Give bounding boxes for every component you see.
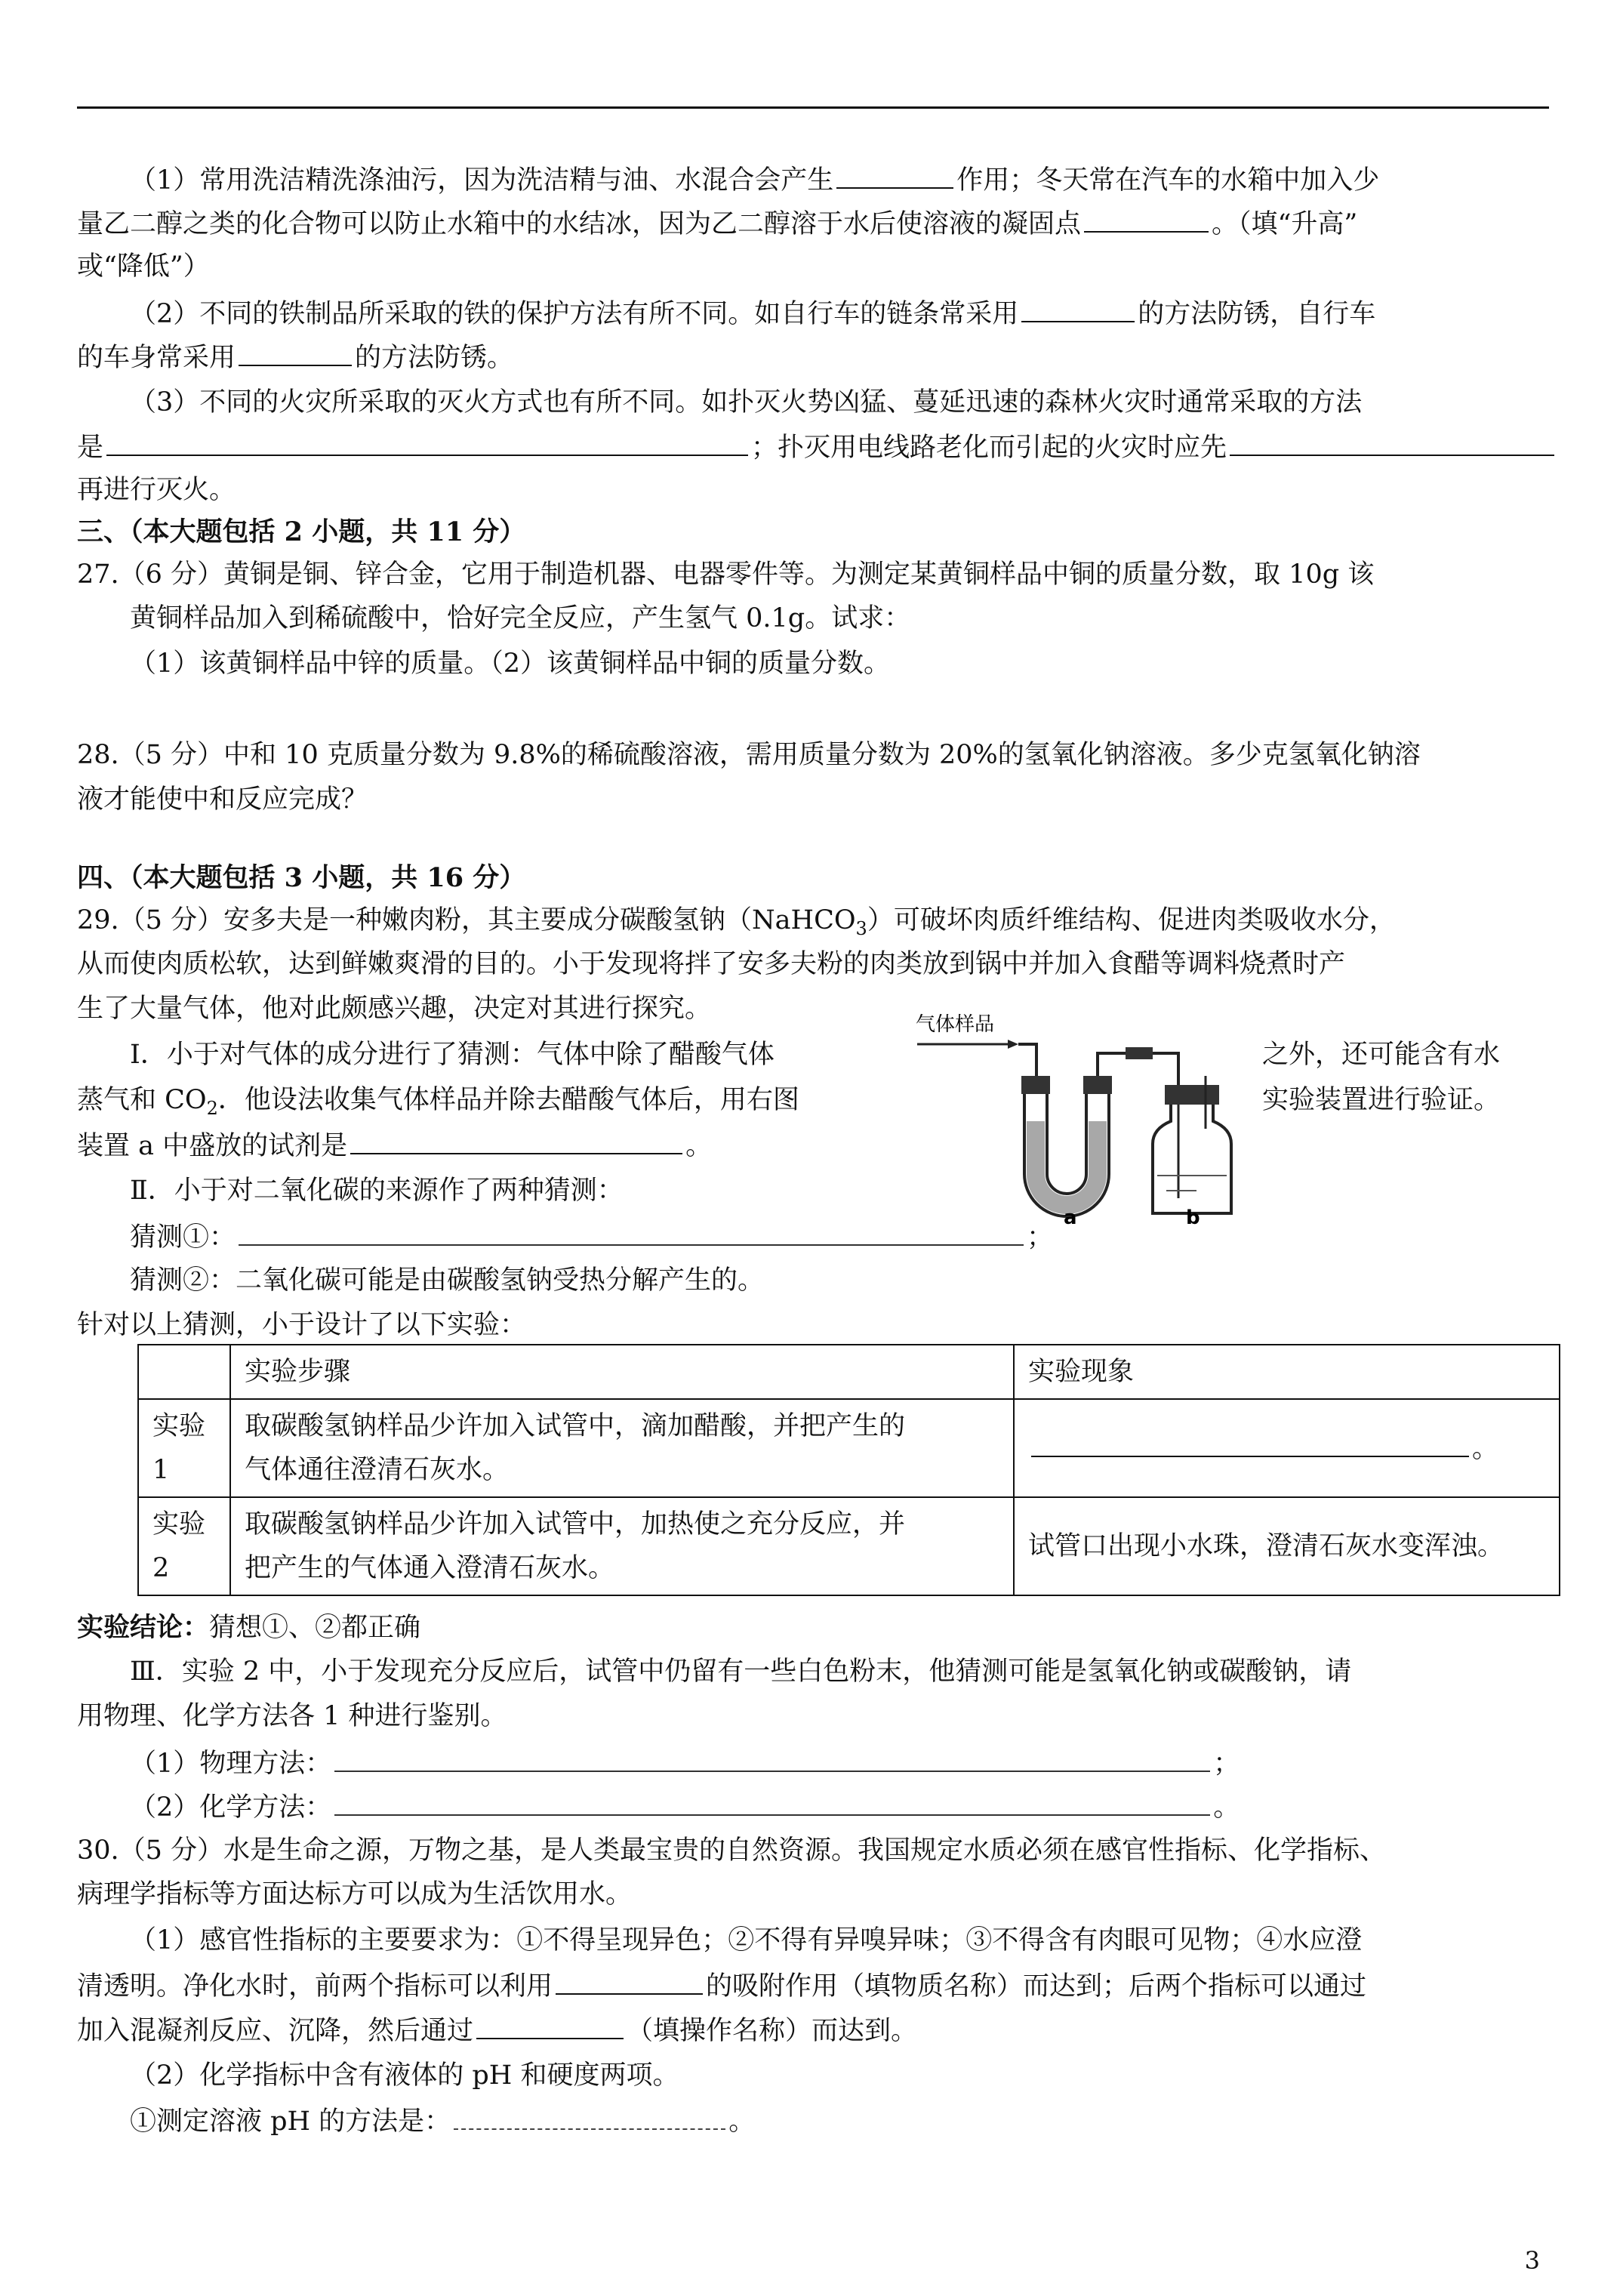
text: 把产生的气体通入澄清石灰水。 bbox=[245, 1553, 615, 1583]
table-row bbox=[138, 1399, 1560, 1497]
text: （填操作名称）而达到。 bbox=[627, 2016, 918, 2046]
q30-line1: 30.（5 分）水是生命之源，万物之基，是人类最宝贵的自然资源。我国规定水质必须在感官性指标、化学指标、 bbox=[77, 1835, 1387, 1866]
part-i-line1: Ⅰ．小于对气体的成分进行了猜测：气体中除了醋酸气体 bbox=[130, 1040, 775, 1070]
text: （2）不同的铁制品所采取的铁的保护方法有所不同。如自行车的链条常采用 bbox=[130, 299, 1019, 329]
text: 蒸气和 CO bbox=[77, 1085, 207, 1115]
text: ；扑灭用电线路老化而引起的火灾时应先 bbox=[751, 433, 1227, 463]
q30-line2: 病理学指标等方面达标方可以成为生活饮用水。 bbox=[77, 1879, 633, 1909]
subscript: 3 bbox=[855, 918, 867, 939]
table-row bbox=[138, 1497, 1560, 1595]
conclusion-text: 猜想①、②都正确 bbox=[209, 1613, 421, 1643]
q26-part1-line3: 或“降低”） bbox=[77, 251, 210, 282]
part-i-line2-right: 实验装置进行验证。 bbox=[1262, 1085, 1501, 1115]
section-3-heading: 三、（本大题包括 2 小题，共 11 分） bbox=[77, 516, 526, 547]
row-name-cell bbox=[138, 1497, 230, 1595]
text: 取碳酸氢钠样品少许加入试管中，滴加醋酸，并把产生的 bbox=[245, 1411, 906, 1441]
answer-blank[interactable] bbox=[350, 1123, 682, 1154]
text: 的车身常采用 bbox=[77, 343, 236, 373]
text: ．他设法收集气体样品并除去醋酸气体后，用右图 bbox=[217, 1085, 799, 1115]
answer-blank[interactable] bbox=[1084, 201, 1209, 233]
header-cell: 实验步骤 bbox=[230, 1345, 1014, 1399]
answer-blank[interactable] bbox=[239, 1214, 1024, 1246]
conclusion-label: 实验结论： bbox=[77, 1612, 210, 1643]
q27-line2: 黄铜样品加入到稀硫酸中，恰好完全反应，产生氢气 0.1g。试求： bbox=[130, 603, 911, 633]
text: 取碳酸氢钠样品少许加入试管中，加热使之充分反应，并 bbox=[245, 1509, 906, 1539]
text: ； bbox=[1027, 1222, 1054, 1253]
q30-part2-1-line bbox=[77, 2098, 1549, 2142]
q30-part1-line3 bbox=[77, 2008, 1549, 2051]
answer-blank[interactable] bbox=[239, 334, 352, 366]
text: 猜测①： bbox=[130, 1222, 236, 1253]
q26-part3-line1: （3）不同的火灾所采取的灭火方式也有所不同。如扑灭火势凶猛、蔓延迅速的森林火灾时通常采取的方法 bbox=[130, 387, 1363, 418]
part-i-line1-right: 之外，还可能含有水 bbox=[1262, 1040, 1501, 1070]
q26-part2-line2 bbox=[77, 334, 1549, 378]
text: 量乙二醇之类的化合物可以防止水箱中的水结冰，因为乙二醇溶于水后使溶液的凝固点 bbox=[77, 209, 1082, 239]
inlet-arrow bbox=[916, 1013, 1018, 1049]
q26-part1-line1 bbox=[77, 157, 1549, 201]
text: （2）化学方法： bbox=[130, 1792, 332, 1823]
text: 气体通往澄清石灰水。 bbox=[245, 1455, 510, 1485]
q27-line1: 27.（6 分）黄铜是铜、锌合金，它用于制造机器、电器零件等。为测定某黄铜样品中铜的质量分数，取 10g 该 bbox=[77, 559, 1375, 590]
q26-part3-line2 bbox=[77, 424, 1549, 468]
conclusion-line bbox=[77, 1606, 1549, 1650]
answer-blank[interactable] bbox=[334, 1784, 1210, 1816]
answer-blank[interactable] bbox=[106, 424, 748, 456]
apparatus-figure bbox=[910, 1000, 1257, 1227]
q29-line2: 从而使肉质松软，达到鲜嫩爽滑的目的。小于发现将拌了安多夫粉的肉类放到锅中并加入食醋等调料烧煮时产 bbox=[77, 949, 1346, 979]
text: 的方法防锈。 bbox=[355, 343, 514, 373]
text: ①测定溶液 pH 的方法是： bbox=[130, 2106, 451, 2137]
text: 2 bbox=[152, 1553, 170, 1583]
text: 清透明。净化水时，前两个指标可以利用 bbox=[77, 1971, 553, 2002]
text: 的方法防锈，自行车 bbox=[1138, 299, 1376, 329]
page-number: 3 bbox=[1524, 2246, 1540, 2275]
q26-part3-line3: 再进行灭火。 bbox=[77, 475, 236, 505]
text: 是 bbox=[77, 433, 104, 463]
design-line: 针对以上猜测，小于设计了以下实验： bbox=[77, 1310, 527, 1340]
text: ； bbox=[1213, 1749, 1240, 1779]
section-4-heading: 四、（本大题包括 3 小题，共 16 分） bbox=[77, 862, 526, 893]
text: （1）常用洗洁精洗涤油污，因为洗洁精与油、水混合会产生 bbox=[130, 165, 834, 196]
q30-part2-line: （2）化学指标中含有液体的 pH 和硬度两项。 bbox=[130, 2060, 679, 2091]
text: 的吸附作用（填物质名称）而达到；后两个指标可以通过 bbox=[706, 1971, 1367, 2002]
guess-1-line bbox=[77, 1214, 1549, 1258]
label-b: b bbox=[1186, 1207, 1200, 1227]
q28-line1: 28.（5 分）中和 10 克质量分数为 9.8%的稀硫酸溶液，需用质量分数为 20%的氢氧化钠溶液。多少克氢氧化钠溶 bbox=[77, 740, 1421, 770]
u-tube-a bbox=[1021, 1076, 1112, 1216]
subscript: 2 bbox=[206, 1098, 218, 1119]
header-cell: 实验现象 bbox=[1014, 1345, 1560, 1399]
q30-part1-line1: （1）感官性指标的主要要求为：①不得呈现异色；②不得有异嗅异味；③不得含有肉眼可见物；④水应澄 bbox=[130, 1925, 1363, 1955]
q29-line3: 生了大量气体，他对此颇感兴趣，决定对其进行探究。 bbox=[77, 994, 712, 1024]
phenomenon-cell: 试管口出现小水珠，澄清石灰水变浑浊。 bbox=[1014, 1497, 1560, 1595]
answer-blank[interactable] bbox=[454, 2098, 725, 2130]
answer-blank[interactable] bbox=[1031, 1425, 1469, 1457]
q30-part1-line2 bbox=[77, 1963, 1549, 2007]
q28-line2: 液才能使中和反应完成？ bbox=[77, 784, 368, 815]
label-a: a bbox=[1064, 1207, 1077, 1227]
text: 实验 bbox=[152, 1509, 206, 1539]
answer-blank[interactable] bbox=[334, 1740, 1210, 1772]
text: 加入混凝剂反应、沉降，然后通过 bbox=[77, 2016, 474, 2046]
text: （1）物理方法： bbox=[130, 1749, 332, 1779]
answer-blank[interactable] bbox=[1021, 291, 1135, 322]
q26-part2-line1 bbox=[77, 291, 1549, 334]
answer-blank[interactable] bbox=[476, 2008, 624, 2039]
row-name-cell bbox=[138, 1399, 230, 1497]
answer-blank[interactable] bbox=[836, 157, 953, 189]
answer-blank[interactable] bbox=[1230, 424, 1554, 456]
answer-blank[interactable] bbox=[556, 1963, 703, 1995]
q26-part1-line2 bbox=[77, 201, 1549, 245]
text: ）可破坏肉质纤维结构、促进肉类吸收水分， bbox=[867, 905, 1396, 935]
experiment-table bbox=[137, 1344, 1560, 1596]
inlet-label: 气体样品 bbox=[916, 1013, 995, 1036]
step-cell bbox=[230, 1497, 1014, 1595]
table-header-row bbox=[138, 1345, 1560, 1399]
step-cell bbox=[230, 1399, 1014, 1497]
guess-2-line: 猜测②：二氧化碳可能是由碳酸氢钠受热分解产生的。 bbox=[130, 1265, 765, 1296]
header-cell bbox=[138, 1345, 230, 1399]
text: 。 bbox=[685, 1131, 713, 1161]
text: 。 bbox=[1472, 1434, 1499, 1464]
header-rule bbox=[77, 106, 1549, 109]
text: 实验 bbox=[152, 1411, 206, 1441]
part-i-line2 bbox=[77, 1078, 907, 1122]
bottle-b bbox=[1153, 1076, 1231, 1213]
q27-line3: （1）该黄铜样品中锌的质量。（2）该黄铜样品中铜的质量分数。 bbox=[130, 649, 891, 679]
phenomenon-cell bbox=[1014, 1399, 1560, 1497]
part-ii-line1: Ⅱ．小于对二氧化碳的来源作了两种猜测： bbox=[130, 1176, 624, 1206]
q29-line1 bbox=[77, 898, 1549, 942]
text: 作用；冬天常在汽车的水箱中加入少 bbox=[956, 165, 1380, 196]
text: 1 bbox=[152, 1455, 170, 1485]
text: 。 bbox=[1213, 1792, 1240, 1823]
chemical-method-line bbox=[77, 1784, 1549, 1828]
part-iii-line2: 用物理、化学方法各 1 种进行鉴别。 bbox=[77, 1701, 507, 1731]
part-i-line3 bbox=[77, 1123, 907, 1166]
text: 。（填“升高” bbox=[1212, 209, 1358, 239]
part-iii-line1: Ⅲ．实验 2 中，小于发现充分反应后，试管中仍留有一些白色粉末，他猜测可能是氢氧化钠或碳酸钠，请 bbox=[130, 1657, 1352, 1687]
physical-method-line bbox=[77, 1740, 1549, 1784]
text: 装置 a 中盛放的试剂是 bbox=[77, 1131, 348, 1161]
text: 29.（5 分）安多夫是一种嫩肉粉，其主要成分碳酸氢钠（NaHCO bbox=[77, 905, 856, 935]
text: 。 bbox=[728, 2106, 756, 2137]
